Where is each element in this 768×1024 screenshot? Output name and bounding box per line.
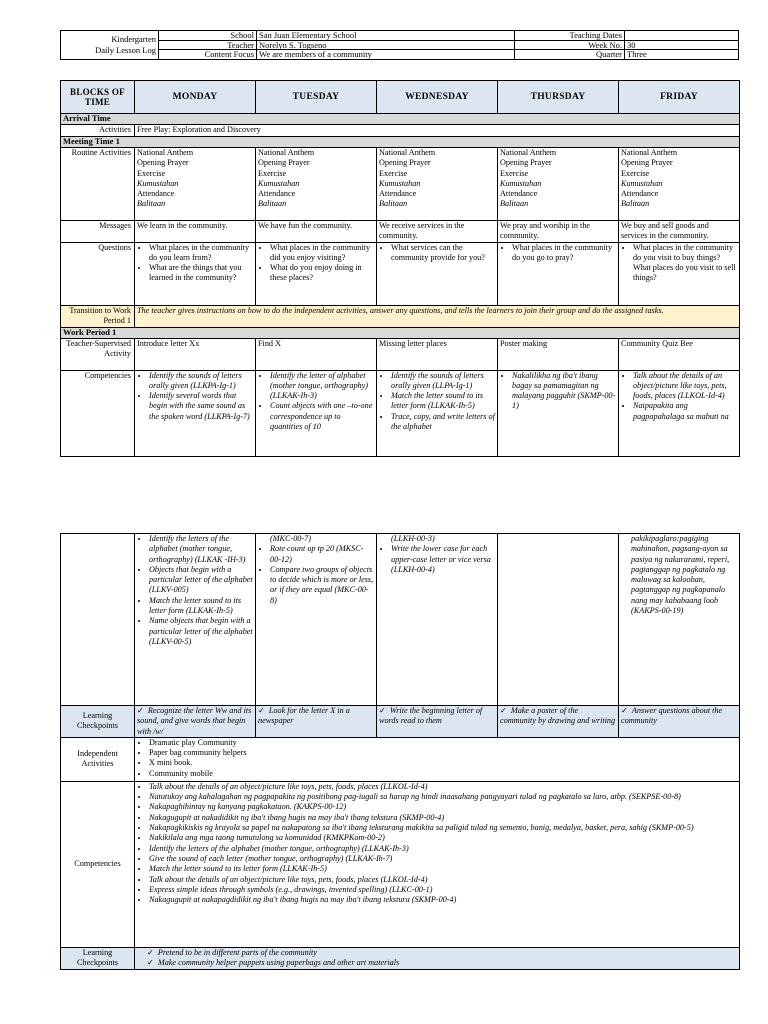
routine-wed: National Anthem Opening Prayer Exercise Kumustahan Attendance Balitaan bbox=[377, 148, 498, 221]
tsa-mon: Introduce letter Xx bbox=[135, 338, 256, 370]
competencies-all-list: • Talk about the details of an object/picture like toys, pets, foods, places (LLKOL-Id-4) • Natutukoy ang kahalagahan ng pagpapakita ng positibong pag-iugali sa harap ng hindi inaasahang pangyayari tulad ng pagkatalo sa laro, atbp. (SEKPSE-00-8) • Nakapaghihintay ng kanyang pagkakataon. (KAKPS-00-12) • Nakagugupit at nakadidikit ng iba't ibang hugis na may iba't ibang tekstura (SKMP-00-4) • Nakapagkikiskis ng krayola sa papel na nakapatong sa iba't ibang teksturang makikita sa paligid tulad ng semento, banig, medalya, basket, pera, sahig (SKMP-00-5) • Nakikilala ang mga taong tumutulong sa komunidad (KMKPKom-00-2) • Identify the letters of the alphabet (mother tongue, orthography) (LLKAK-Ih-3) • Give the sound of each letter (mother tongue, orthography) (LLKAK-Ih-7) • Match the letter sound to its letter form (LLKAK-Ih-5) • Talk about the details of an object/picture like toys, pets, foods, places (LLKOL-Id-4) • Express simple ideas through symbols (e.g., drawings, invented spelling) (LLKC-00-1) • Nakagugupit at nakapagdidikit ng iba't ibang hugis na may iba't ibang tekstura (SKMP-00-4) bbox=[135, 781, 740, 947]
teaching-dates-value bbox=[625, 31, 739, 41]
message-tue: We have fun the community. bbox=[256, 221, 377, 243]
message-wed: We receive services in the community. bbox=[377, 221, 498, 243]
arrival-time-section: Arrival Time bbox=[61, 114, 740, 125]
tsa-thu: Poster making bbox=[498, 338, 619, 370]
school-value: San Juan Elementary School bbox=[257, 31, 515, 41]
monday-header: MONDAY bbox=[135, 81, 256, 114]
meeting-time-section: Meeting Time 1 bbox=[61, 137, 740, 148]
teacher-value: Norelyn S. Togseno bbox=[257, 40, 515, 50]
checkpoint-mon: ✓ Recognize the letter Ww and its sound, and give words that begin with /w/ bbox=[135, 706, 256, 738]
competencies-cont-wed: (LLKH-00-3) • Write the lower case for each upper-case letter or vice versa (LLKH-00-4) bbox=[377, 534, 498, 706]
routine-mon: National Anthem Opening Prayer Exercise Kumustahan Attendance Balitaan bbox=[135, 148, 256, 221]
week-label: Week No. bbox=[515, 40, 625, 50]
competencies-mon: • Identify the sounds of letters orally given (LLKPA-Ig-1) • Identify several words that begin with the same sound as the spoken word (LLKPA-Ig-7) bbox=[135, 370, 256, 456]
competencies-cont-tue: (MKC-00-7) • Rote count up tp 20 (MKSC-00-12) • Compare two groups of objects to decide which is more or less, or if they are equal (MKC-00-8) bbox=[256, 534, 377, 706]
competencies-label: Competencies bbox=[61, 370, 135, 456]
tsa-tue: Find X bbox=[256, 338, 377, 370]
wednesday-header: WEDNESDAY bbox=[377, 81, 498, 114]
activities-label: Activities bbox=[61, 125, 135, 137]
competencies-wed: • Identify the sounds of letters orally given (LLPA-Ig-1) • Match the letter sound to its letter form (LLKAK-Ih-5) • Trace, copy, and write letters of the alphabet bbox=[377, 370, 498, 456]
questions-wed: • What services can the community provide for you? bbox=[377, 242, 498, 305]
kindergarten-title: Kindergarten Daily Lesson Log bbox=[61, 31, 159, 60]
lesson-plan-table-page-1 bbox=[60, 80, 740, 457]
competencies-cont-mon: • Identify the letters of the alphabet (mother tongue, orthography) (LLKAK -IH-3) • Objects that begin with a particular letter of the alphabet (LLKV-005) • Match the letter sound to its letter form (LLKAK-Ih-5) • Name objects that begin with a particular letter of the alphabet (LLKV-00-5) bbox=[135, 534, 256, 706]
checkpoint-fri: ✓ Answer questions about the community bbox=[619, 706, 740, 738]
teaching-dates-label: Teaching Dates bbox=[515, 31, 625, 41]
blocks-of-time-header: BLOCKS OF TIME bbox=[61, 81, 135, 114]
activities-value: Free Play: Exploration and Discovery bbox=[135, 125, 740, 137]
independent-activities-list: • Dramatic play Community • Paper bag community helpers • X mini book. • Community mobile bbox=[135, 737, 740, 781]
questions-thu: • What places in the community do you go to pray? bbox=[498, 242, 619, 305]
friday-header: FRIDAY bbox=[619, 81, 740, 114]
competencies-tue: • Identify the letter of alphabet (mother tongue, orthography) (LLKAK-Ih-3) • Count objects with one –to-one correspondence up to quantities of 10 bbox=[256, 370, 377, 456]
competencies-all-label: Competencies bbox=[61, 781, 135, 947]
content-focus-value: We are members of a community bbox=[257, 50, 515, 60]
teacher-supervised-label: Teacher-Supervised Activity bbox=[61, 338, 135, 370]
checkpoint-tue: ✓ Look for the letter X in a newspaper bbox=[256, 706, 377, 738]
work-period-section: Work Period 1 bbox=[61, 327, 740, 338]
messages-label: Messages bbox=[61, 221, 135, 243]
message-fri: We buy and sell goods and services in the community. bbox=[619, 221, 740, 243]
questions-label: Questions bbox=[61, 242, 135, 305]
thursday-header: THURSDAY bbox=[498, 81, 619, 114]
questions-tue: • What places in the community did you enjoy visiting? • What do you enjoy doing in these places? bbox=[256, 242, 377, 305]
routine-fri: National Anthem Opening Prayer Exercise Kumustahan Attendance Balitaan bbox=[619, 148, 740, 221]
quarter-label: Quarter bbox=[515, 50, 625, 60]
message-mon: We learn in the community. bbox=[135, 221, 256, 243]
tsa-wed: Missing letter places bbox=[377, 338, 498, 370]
lesson-plan-table-page-2 bbox=[60, 533, 740, 970]
tuesday-header: TUESDAY bbox=[256, 81, 377, 114]
lesson-log-header bbox=[60, 30, 739, 60]
learning-checkpoints-2-list: ✓ Pretend to be in different parts of the community ✓ Make community helper puppets using paperbags and other art materials bbox=[135, 947, 740, 969]
competencies-cont-label bbox=[61, 534, 135, 706]
routine-activities-label: Routine Activities bbox=[61, 148, 135, 221]
tsa-fri: Community Quiz Bee bbox=[619, 338, 740, 370]
questions-fri: • What places in the community do you visit to buy things? What places do you visit to sell things? bbox=[619, 242, 740, 305]
competencies-fri: • Talk about the details of an object/picture like toys, pets, foods, places (LLKOL-Id-4) • Naipapakita ang pagpapahalaga sa mabuti na bbox=[619, 370, 740, 456]
independent-activities-label: Independent Activities bbox=[61, 737, 135, 781]
school-label: School bbox=[159, 31, 257, 41]
checkpoint-thu: ✓ Make a poster of the community by drawing and writing bbox=[498, 706, 619, 738]
week-value: 30 bbox=[625, 40, 739, 50]
transition-text: The teacher gives instructions on how to do the independent activities, answer any questions, and tells the learners to join their group and do the assigned tasks. bbox=[135, 305, 740, 327]
routine-thu: National Anthem Opening Prayer Exercise Kumustahan Attendance Balitaan bbox=[498, 148, 619, 221]
learning-checkpoints-2-label: Learning Checkpoints bbox=[61, 947, 135, 969]
routine-tue: National Anthem Opening Prayer Exercise Kumustahan Attendance Balitaan bbox=[256, 148, 377, 221]
quarter-value: Three bbox=[625, 50, 739, 60]
competencies-thu: • Nakalilikha ng iba't ibang bagay sa pamamagitan ng malayang pagguhit (SKMP-00-1) bbox=[498, 370, 619, 456]
checkpoint-wed: ✓ Write the beginning letter of words read to them bbox=[377, 706, 498, 738]
transition-label: Transition to Work Period 1 bbox=[61, 305, 135, 327]
message-thu: We pray and worship in the community. bbox=[498, 221, 619, 243]
learning-checkpoints-label: Learning Checkpoints bbox=[61, 706, 135, 738]
competencies-cont-fri: pakikipaglaro:pagiging mahinahon, pagsang-ayon sa pasiya ng nakararami, reperi, pagtanggap ng pagkatalo ng maluwag sa kalooban, pagtanggap ng pagkapanalo nang may kababaang loob (KAKPS-00-19) bbox=[619, 534, 740, 706]
content-focus-label: Content Focus bbox=[159, 50, 257, 60]
questions-mon: • What places in the community do you learn from? • What are the things that you learned in the community? bbox=[135, 242, 256, 305]
competencies-cont-thu bbox=[498, 534, 619, 706]
teacher-label: Teacher bbox=[159, 40, 257, 50]
